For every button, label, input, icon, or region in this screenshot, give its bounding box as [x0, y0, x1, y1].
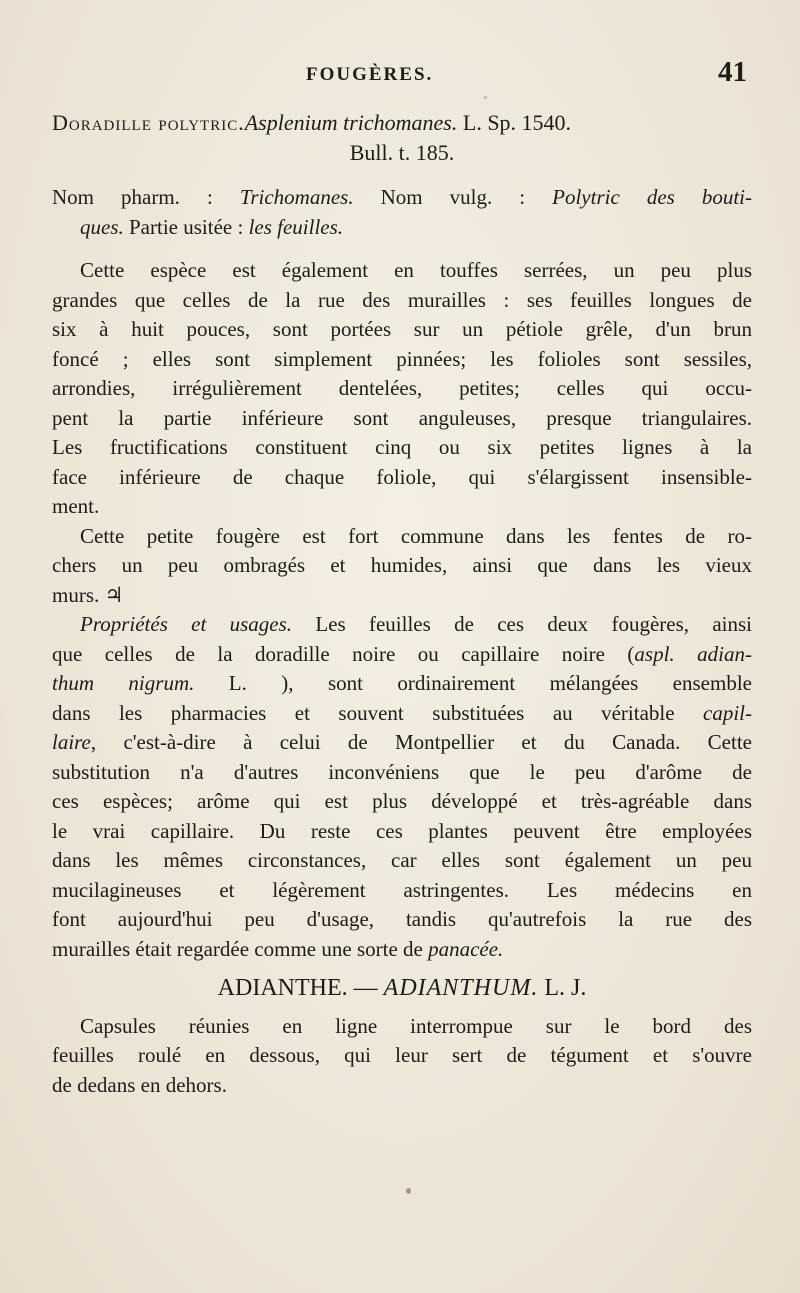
names-vulg-value: Polytric des bouti-: [552, 185, 752, 209]
paragraph-line: Cette petite fougère est fort commune dans les fentes de ro-: [80, 523, 752, 548]
section-heading-fr: ADIANTHE. —: [217, 975, 384, 1001]
paragraph-line: chers un peu ombragés et humides, ainsi que dans les vieux: [52, 553, 752, 577]
paragraph-line: face inférieure de chaque foliole, qui s'élargissent insensible-: [52, 464, 752, 489]
names-line-2: [52, 213, 752, 243]
names-label-vulg: Nom vulg. :: [353, 185, 553, 209]
text-run: , c'est-à-dire à celui de Montpellier et du Canada. Cette: [90, 730, 752, 754]
entry-latin-name: Asplenium trichomanes.: [244, 110, 458, 135]
paragraph-line: Cette espèce est également en touffes serrées, un peu plus: [80, 258, 752, 282]
ink-speck: [406, 1188, 411, 1194]
page-number: 41: [718, 56, 747, 88]
text-run: dans les pharmacies et souvent substituées au véritable: [52, 700, 704, 725]
running-head: [0, 56, 800, 96]
paragraph-habitat: [52, 522, 752, 611]
paragraph-line: [52, 935, 752, 965]
paragraph-line: feuilles roulé en dessous, qui leur sert de tégument et s'ouvre: [52, 1043, 752, 1067]
paragraph-line: Les fructifications constituent cinq ou six petites lignes à la: [52, 435, 752, 459]
paragraph-line: arrondies, irrégulièrement dentelées, petites; celles qui occu-: [52, 376, 752, 400]
paragraph-line: [52, 640, 752, 670]
paragraph-line: pent la partie inférieure sont anguleuses, presque triangulaires.: [52, 405, 752, 430]
latin-run: aspl. adian-: [634, 641, 752, 666]
paragraph-line: dans les mêmes circonstances, car elles sont également un peu: [52, 848, 752, 872]
names-line-1: [52, 183, 752, 213]
text-run: Les feuilles de ces deux fougères, ainsi: [292, 612, 752, 636]
text-run: murailles était regardée comme une sorte de: [52, 936, 429, 961]
paragraph-line: mucilagineuses et légèrement astringentes. Les médecins en: [52, 877, 752, 902]
italic-run: panacée.: [428, 936, 504, 961]
paragraph-line: [52, 610, 752, 640]
names-label-pharm: Nom pharm. :: [52, 185, 240, 209]
paragraph-line: ment.: [52, 494, 100, 518]
paragraph-line: de dedans en dehors.: [52, 1072, 227, 1097]
paragraph-line: [52, 669, 752, 699]
entry-reference: L. Sp. 1540.: [457, 110, 572, 135]
italic-run: capil-: [703, 700, 752, 725]
italic-run: laire: [52, 730, 91, 754]
entry-name: Doradille polytric.: [52, 110, 245, 135]
entry-title-line: [52, 108, 752, 138]
names-vulg-value-cont: ques.: [80, 214, 124, 239]
running-title: FOUGÈRES.: [306, 64, 434, 85]
names-label-part: Partie usitée :: [123, 214, 249, 239]
latin-run: thum nigrum.: [52, 671, 195, 695]
section-heading-latin: ADIANTHUM.: [383, 975, 539, 1001]
paragraph-line: murs. ♃: [52, 582, 124, 607]
paragraph-description: [52, 256, 752, 522]
text-column: [52, 108, 752, 1100]
properties-heading: Propriétés et usages.: [80, 612, 293, 636]
names-part-value: les feuilles.: [248, 214, 344, 239]
section-heading-author: L. J.: [538, 975, 587, 1001]
paragraph-line: six à huit pouces, sont portées sur un pétiole grêle, d'un brun: [52, 317, 752, 341]
paragraph-properties: [52, 610, 752, 964]
paragraph-line: [52, 728, 752, 758]
paragraph-line: le vrai capillaire. Du reste ces plantes peuvent être employées: [52, 818, 752, 843]
paragraph-line: substitution n'a d'autres inconvéniens que le peu d'arôme de: [52, 759, 752, 784]
paragraph-line: [52, 699, 752, 729]
paragraph-adianthe: [52, 1012, 752, 1101]
section-heading: [52, 974, 752, 1004]
paragraph-line: foncé ; elles sont simplement pinnées; les folioles sont sessiles,: [52, 346, 752, 371]
entry-reference-2: Bull. t. 185.: [349, 139, 455, 165]
paragraph-line: ces espèces; arôme qui est plus développé et très-agréable dans: [52, 789, 752, 813]
names-pharm-value: Trichomanes.: [239, 185, 354, 209]
text-run: que celles de la doradille noire ou capillaire noire (: [52, 641, 635, 666]
ink-speck: [484, 96, 487, 99]
paragraph-line: font aujourd'hui peu d'usage, tandis qu'autrefois la rue des: [52, 907, 752, 931]
paragraph-line: grandes que celles de la rue des murailles : ses feuilles longues de: [52, 287, 752, 312]
text-run: L. ), sont ordinairement mélangées ensemble: [194, 671, 752, 695]
paragraph-line: Capsules réunies en ligne interrompue sur le bord des: [80, 1013, 752, 1038]
